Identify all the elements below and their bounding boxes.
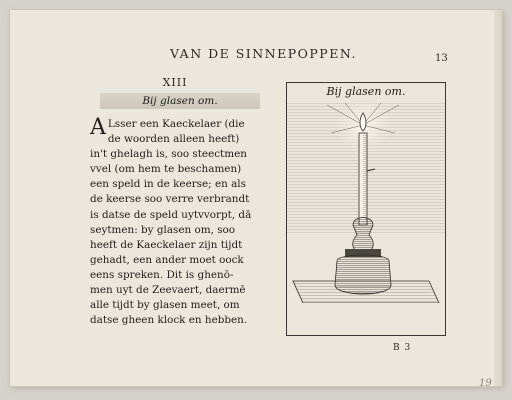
candle-engraving	[287, 103, 445, 335]
body-line: is datse de speld uytvvorpt, dā	[90, 208, 252, 221]
body-line: de woorden alleen heeft)	[107, 133, 240, 146]
body-line: eens spreken. Dit is ghenō-	[90, 268, 234, 281]
body-line: heeft de Kaeckelaer zijn tijdt	[90, 238, 243, 251]
table-top	[293, 281, 439, 303]
printer-signature: B 3	[393, 343, 412, 353]
body-line: vvel (om hem te beschamen)	[90, 163, 242, 176]
pencil-page-number: 19	[479, 378, 492, 389]
section-motto: Bij glasen om.	[100, 93, 260, 109]
drop-cap: A	[90, 115, 106, 140]
body-line: men uyt de Zeevaert, daermē	[90, 284, 246, 297]
body-line: in't ghelagh is, soo steectmen	[90, 148, 247, 161]
emblem-title: Bij glasen om.	[326, 85, 406, 98]
running-head: VAN DE SINNEPOPPEN.	[170, 46, 357, 61]
body-line: gehadt, een ander moet oock	[90, 253, 244, 266]
section-numeral: XIII	[162, 76, 188, 89]
emblem-text-block	[90, 70, 260, 340]
body-text	[90, 117, 260, 328]
body-line: seytmen: by glasen om, soo	[90, 223, 236, 236]
body-line: de keerse soo verre verbrandt	[90, 193, 250, 206]
page-edge	[494, 10, 502, 386]
body-line: Lsser een Kaeckelaer (die	[107, 118, 245, 130]
page-number: 13	[435, 53, 448, 64]
book-page	[10, 10, 502, 389]
body-line: datse gheen klock en hebben.	[90, 314, 248, 327]
body-line: alle tijdt by glasen meet, om	[90, 299, 240, 312]
emblem-engraving-frame	[286, 82, 446, 336]
body-line: een speld in de keerse; en als	[90, 178, 246, 191]
